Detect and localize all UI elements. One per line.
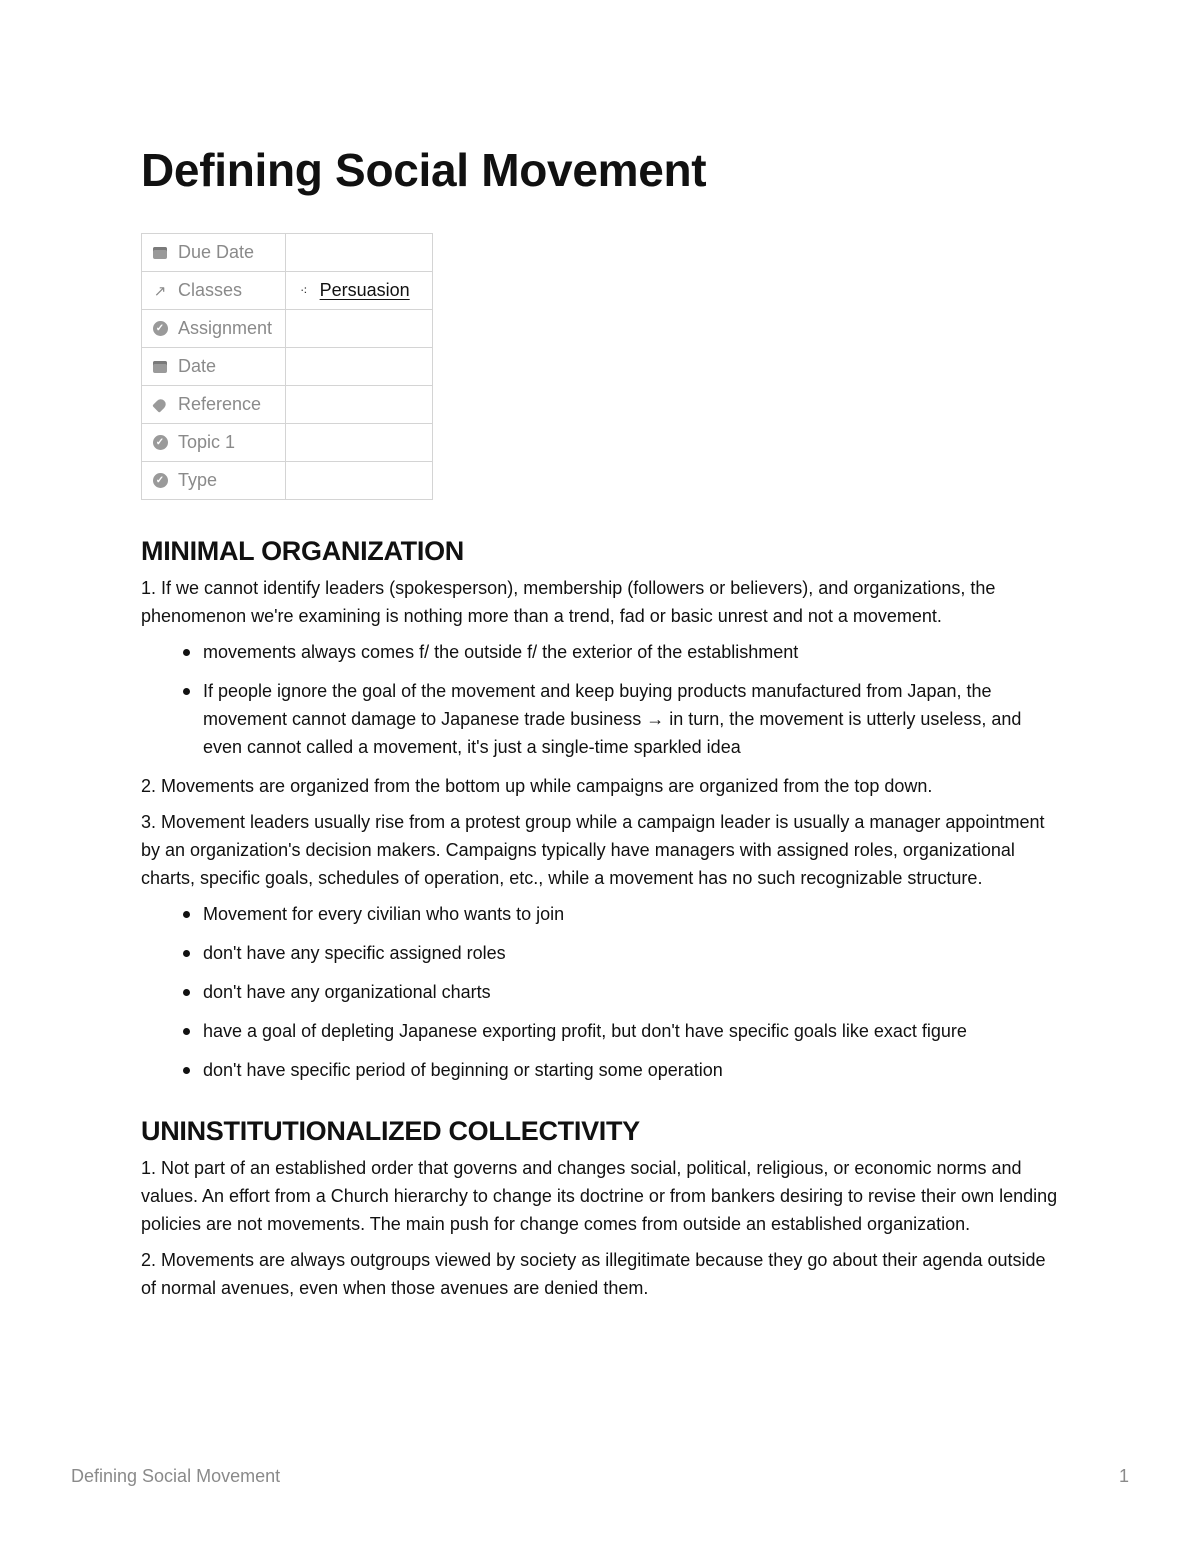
paragraph: 3. Movement leaders usually rise from a protest group while a campaign leader is usually a manager appointment by an organization's decision makers. Campaigns typically have managers with assigned roles, organizational charts, specific goals, schedules of operation, etc., while a movement has no such recognizable structure.: [141, 812, 1045, 888]
list-item: movements always comes f/ the outside f/ the exterior of the establishment: [203, 638, 1061, 666]
arrow-up-right-icon: ↗: [153, 282, 167, 300]
relation-page-icon: ⁖: [300, 282, 308, 298]
paragraph: 2. Movements are always outgroups viewed by society as illegitimate because they go about their agenda outside of normal avenues, even when those avenues are denied them.: [141, 1250, 1046, 1298]
property-label: Date: [178, 356, 217, 376]
bullet-list: [141, 638, 1061, 761]
property-row-date: [142, 348, 433, 386]
list-item: Movement for every civilian who wants to join: [203, 900, 1061, 928]
property-row-reference: [142, 386, 433, 424]
property-value[interactable]: [286, 234, 433, 272]
list-item: don't have specific period of beginning or starting some operation: [203, 1056, 1061, 1084]
property-value[interactable]: [286, 424, 433, 462]
paragraph: 1. If we cannot identify leaders (spokesperson), membership (followers or believers), and organizations, the phenomenon we're examining is nothing more than a trend, fad or basic unrest and not a movement.: [141, 578, 996, 626]
property-label: Type: [178, 470, 218, 490]
list-item: don't have any specific assigned roles: [203, 939, 1061, 967]
properties-table: [141, 233, 433, 500]
property-label: Classes: [178, 280, 243, 300]
list-item: don't have any organizational charts: [203, 978, 1061, 1006]
property-label: Topic 1: [178, 432, 236, 452]
property-label: Due Date: [178, 242, 255, 262]
paragraph: 1. Not part of an established order that governs and changes social, political, religious, or economic norms and values. An effort from a Church hierarchy to change its doctrine or from bankers desiring to revise their own lending policies are not movements. The main push for change comes from outside an established organization.: [141, 1158, 1058, 1234]
document-body: [141, 534, 1061, 1310]
property-row-due-date: [142, 234, 433, 272]
page-title: Defining Social Movement: [141, 144, 707, 196]
section-heading-minimal-organization: MINIMAL ORGANIZATION: [141, 536, 464, 566]
calendar-icon: [152, 359, 168, 375]
property-label: Assignment: [178, 318, 273, 338]
list-item: have a goal of depleting Japanese exporting profit, but don't have specific goals like exact figure: [203, 1017, 1061, 1045]
property-value[interactable]: [286, 386, 433, 424]
property-row-topic-1: [142, 424, 433, 462]
list-item: If people ignore the goal of the movement and keep buying products manufactured from Japan, the movement cannot damage to Japanese trade business → in turn, the movement is utterly useless, and even cannot called a movement, it's just a single-time sparkled idea: [203, 677, 1061, 761]
checkmark-circle-icon: [152, 321, 168, 337]
calendar-icon: [152, 245, 168, 261]
property-value[interactable]: [286, 310, 433, 348]
bullet-list: [141, 900, 1061, 1084]
checkmark-circle-icon: [152, 473, 168, 489]
property-row-type: [142, 462, 433, 500]
tag-icon: [152, 397, 168, 413]
property-value[interactable]: [286, 462, 433, 500]
property-value[interactable]: [286, 348, 433, 386]
property-row-assignment: [142, 310, 433, 348]
paragraph: 2. Movements are organized from the bottom up while campaigns are organized from the top down.: [141, 776, 933, 796]
page-number: 1: [1118, 1466, 1129, 1486]
footer-title: Defining Social Movement: [71, 1466, 281, 1486]
classes-link[interactable]: Persuasion: [319, 280, 410, 300]
property-row-classes: [142, 272, 433, 310]
property-label: Reference: [178, 394, 262, 414]
section-heading-uninstitutionalized-collectivity: UNINSTITUTIONALIZED COLLECTIVITY: [141, 1116, 640, 1146]
checkmark-circle-icon: [152, 435, 168, 451]
